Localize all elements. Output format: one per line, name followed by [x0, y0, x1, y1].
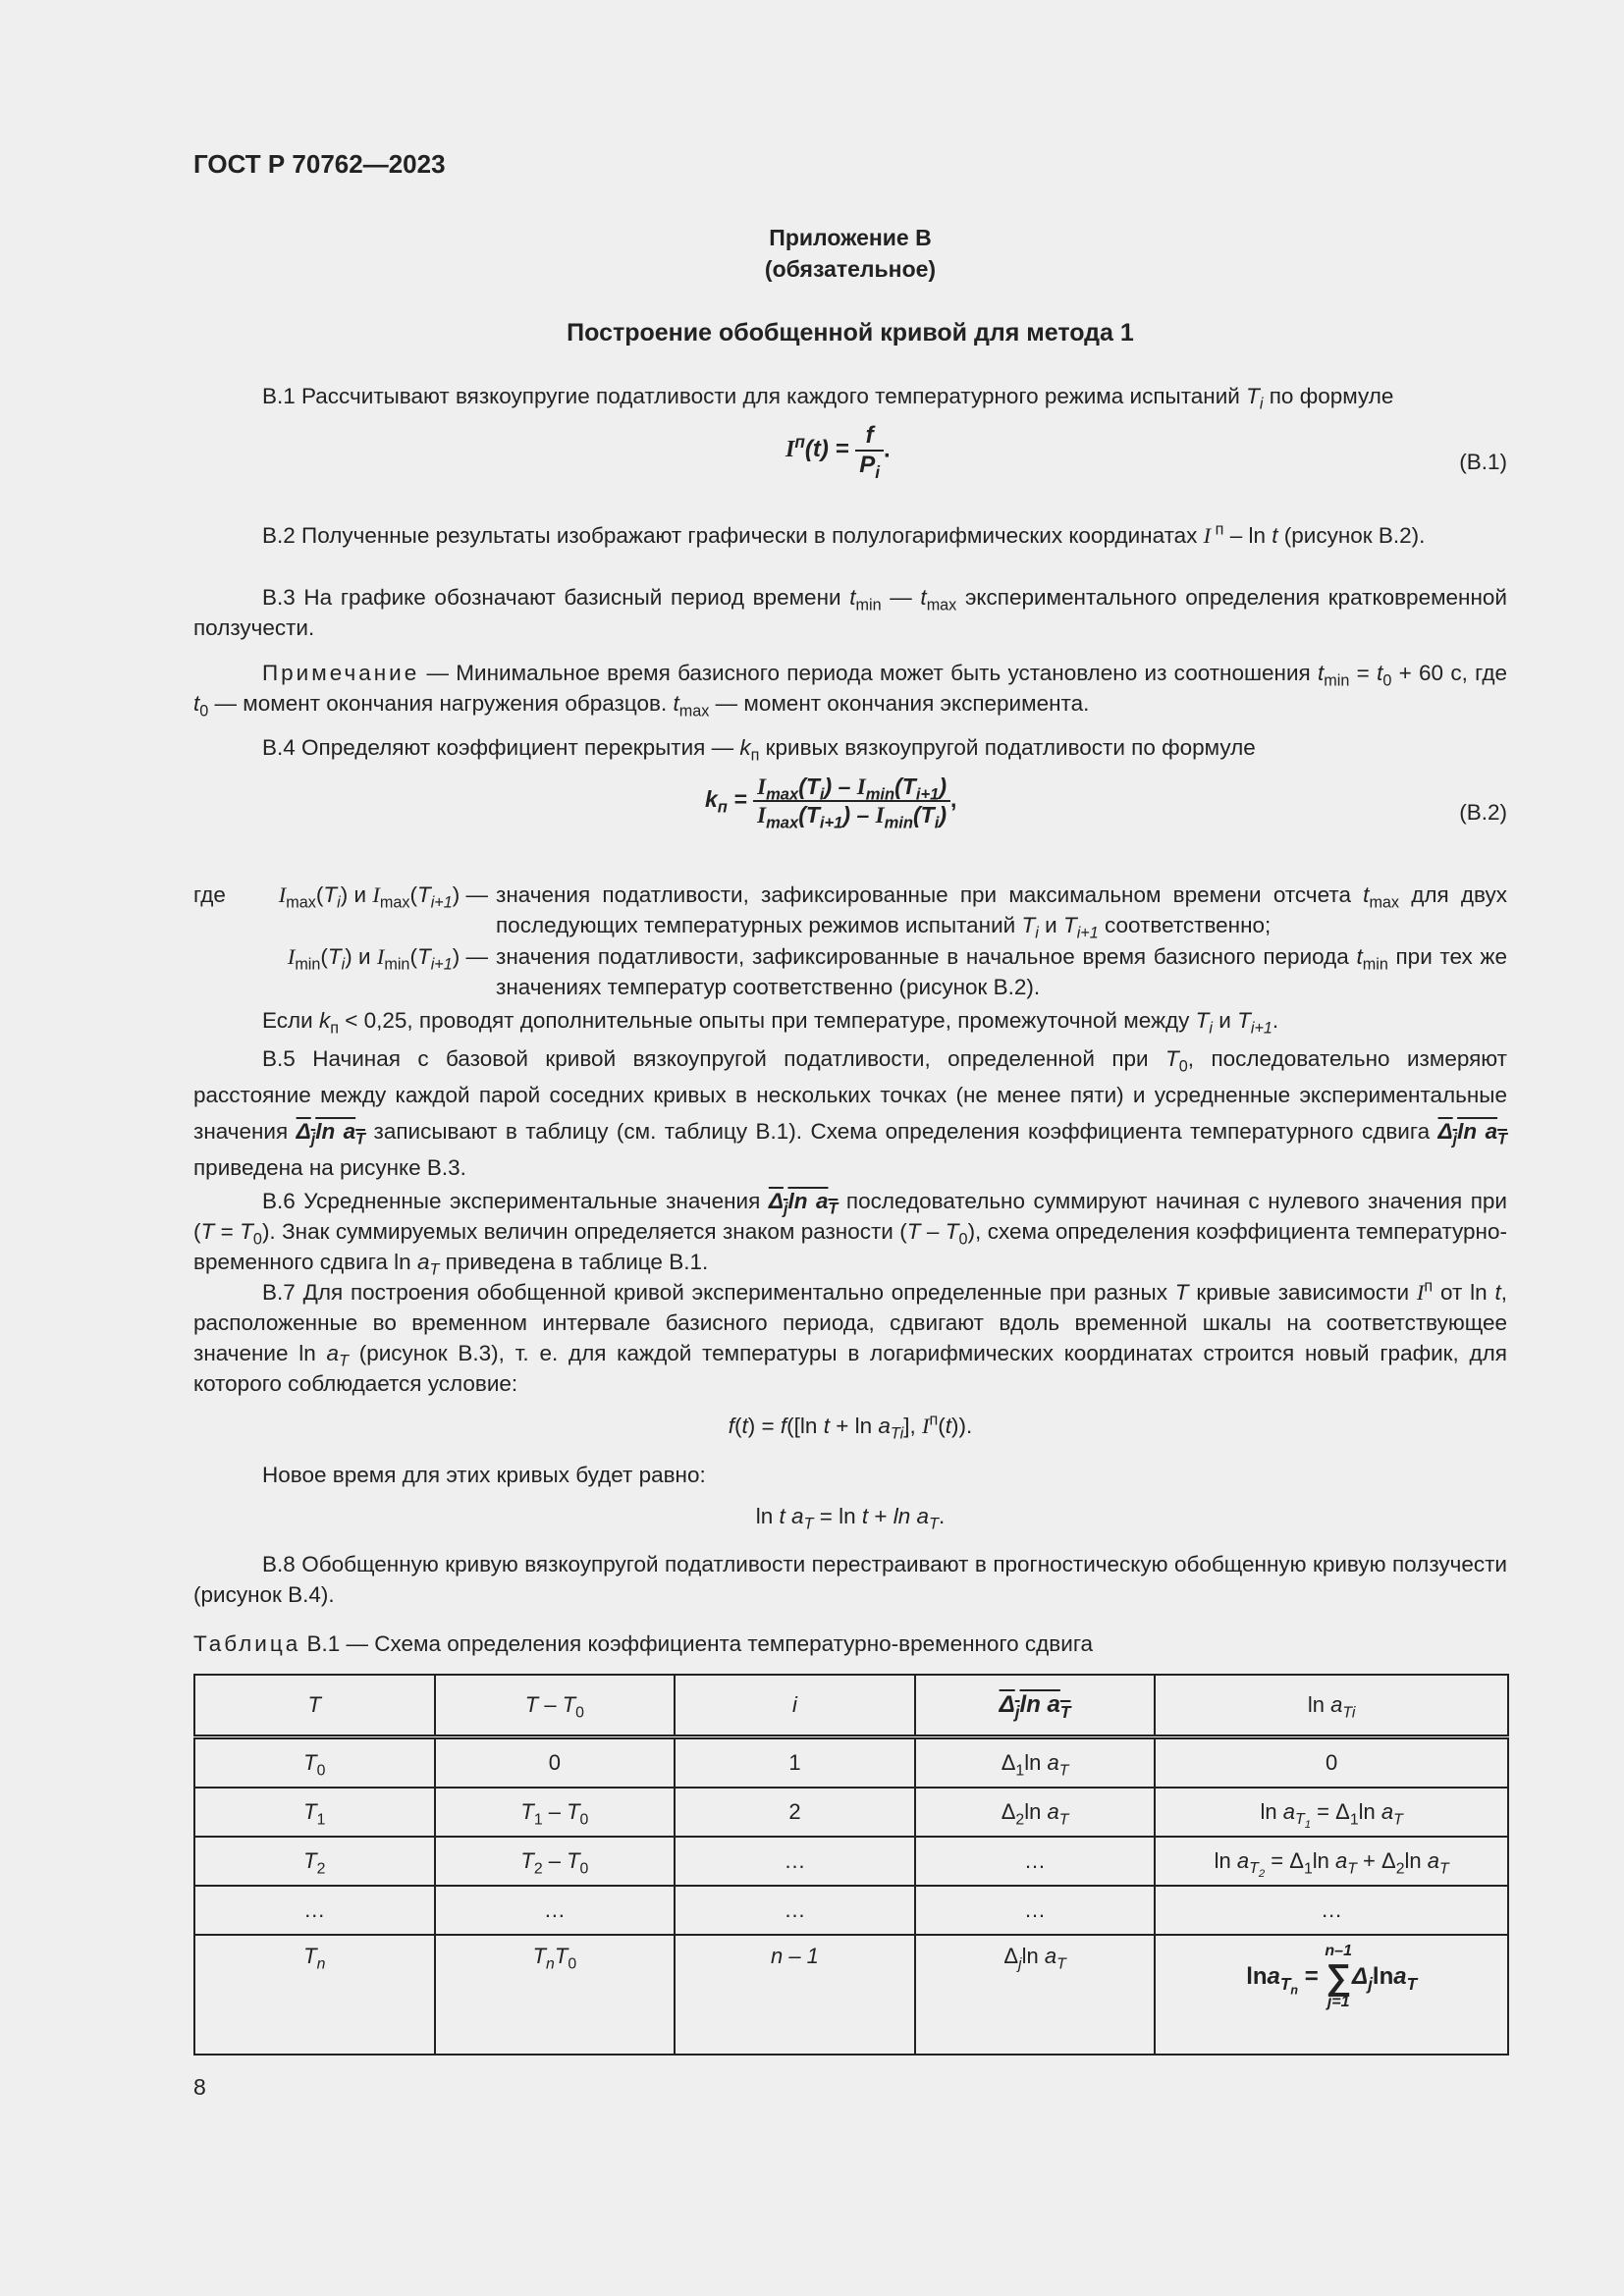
where-text-1: значения податливости, зафиксированные при максимальном времени отсчета $t_{max}$ для двух последующих температурных режимов испытаний $T_i$ и $T_{i+1}$ соответственно; [496, 882, 1507, 942]
table-row: $T_0$ 0 1 $\Delta_1\ln$ $a_T$ 0 [194, 1737, 1508, 1789]
formula-shift-condition: f(t) = f([ln $t + \ln a_{Ti}$], $I^п(t)$). [728, 1411, 973, 1443]
table-header-cell: $\Delta_j\ln$ $a_T$ [915, 1675, 1156, 1737]
table-row: … … … … … [194, 1886, 1508, 1935]
table-header-row [194, 1675, 1508, 1737]
annex-title: Приложение В [769, 225, 932, 250]
equation-number-b1: (В.1) [1459, 450, 1507, 474]
page-number: 8 [193, 2074, 206, 2100]
formula-b2: $k_п$ = $\frac{I_{max}(T_i) - I_{min}(T_{i+1})}{I_{max}(T_{i+1}) - I_{min}(T_i)}$ , [705, 774, 957, 832]
table-header-cell: i [675, 1675, 915, 1737]
section-title: Построение обобщенной кривой для метода 1 [567, 319, 1134, 347]
note: Примечание — Минимальное время базисного периода может быть установлено из соотношения $t_{min} = t_0 + 60$ с, где $t_0$ — момент окончания нагружения образцов. $t_{max}$ — момент окончания эксперимента. [193, 661, 1507, 721]
paragraph-b2: В.2 Полученные результаты изображают графически в полулогарифмических координатах I $^п$ – ln t (рисунок В.2). [262, 520, 1426, 548]
paragraph-b3: В.3 На графике обозначают базисный период времени $t_{min}$ — $t_{max}$ экспериментального определения кратковременной ползучести. [193, 585, 1507, 640]
paragraph-b8: В.8 Обобщенную кривую вязкоупругой податливости перестраивают в прогностическую обобщенную кривую ползучести (рисунок В.4). [193, 1552, 1507, 1607]
where-text-2: значения податливости, зафиксированные в начальное время базисного периода $t_{min}$ при тех же значениях температур соответственно (рисунок В.2). [496, 944, 1507, 999]
paragraph-b7: В.7 Для построения обобщенной кривой экспериментально определенные при разных T кривые зависимости $I^п$ от ln t, расположенные во временном интервале базисного периода, сдвигают вдоль временной шкалы на соответствующее значение $\ln a_T$ (рисунок В.3), т. е. для каждой температуры в логарифмических координатах строится новый график, для которого соблюдается условие: [193, 1277, 1507, 1396]
annex-status: (обязательное) [764, 256, 937, 282]
table-row: $T_1$ $T_1 - T_0$ 2 $\Delta_2\ln$ $a_T$ $\ln a_{T_1} = \Delta_1\ln$ $a_T$ [194, 1788, 1508, 1837]
paragraph-b4: В.4 Определяют коэффициент перекрытия — $k_п$ кривых вязкоупругой податливости по формуле [262, 735, 1256, 765]
table-caption: Таблица В.1 — Схема определения коэффициента температурно-временного сдвига [193, 1631, 1094, 1656]
paragraph-b6: В.6 Усредненные экспериментальные значения $\Delta_j\ln$ $a_T$ последовательно суммируют начиная с нулевого значения при $(T = T_0)$. Знак суммируемых величин определяется знаком разности $(T - T_0)$, схема определения коэффициента температурно-временного сдвига $\ln a_T$ приведена в таблице В.1. [193, 1189, 1507, 1279]
table-row: $T_2$ $T_2 - T_0$ … … $\ln a_{T_2} = \Delta_1\ln$ $a_T + \Delta_2\ln$ $a_T$ [194, 1837, 1508, 1886]
table-header-cell: T – $T_0$ [435, 1675, 676, 1737]
where-label-1: где $I_{max}(T_i)$ и $I_{max}(T_{i+1})$ — [193, 882, 488, 912]
paragraph-new-time: Новое время для этих кривых будет равно: [262, 1463, 706, 1487]
paragraph-b1: В.1 Рассчитывают вязкоупругие податливости для каждого температурного режима испытаний $T_i$ по формуле [262, 384, 1394, 413]
paragraph-b5: В.5 Начиная с базовой кривой вязкоупругой податливости, определенной при $T_0$, последовательно измеряют расстояние между каждой парой соседних кривых в нескольких точках (не менее пяти) и усредненные экспериментальные значения $\Delta_j\ln$ $a_T$ записывают в таблицу (см. таблицу В.1). Схема определения коэффициента температурного сдвига $\Delta_j\ln$ $a_T$ приведена на рисунке В.3. [193, 1046, 1507, 1180]
table-header-cell: T [194, 1675, 435, 1737]
table-row: $T_n$ $T_nT_0$ n – 1 $\Delta_j\ln$ $a_T$ ln $a_{T_n}$ = n–1 ∑ j=1 $\Delta_j$ ln $a_T$ [194, 1935, 1508, 2055]
where-label-2: $I_{min}(T_i)$ и $I_{min}(T_{i+1})$ — [287, 944, 488, 974]
shift-coefficient-table [193, 1674, 1509, 2056]
formula-new-time: ln t $a_T = \ln t + \ln a_T$. [755, 1504, 946, 1533]
standard-header: ГОСТ Р 70762—2023 [193, 149, 446, 179]
table-header-cell: $\ln a_{Ti}$ [1155, 1675, 1508, 1737]
paragraph-kp-condition: Если $k_п < 0,25$, проводят дополнительные опыты при температуре, промежуточной между $T_i$ и $T_{i+1}$. [262, 1008, 1279, 1038]
equation-number-b2: (В.2) [1459, 800, 1507, 825]
formula-b1: $I^п(t)$ = $\frac{f}{P_i}$ . [785, 422, 891, 482]
sum-formula-cell: ln $a_{T_n}$ = n–1 ∑ j=1 $\Delta_j$ ln $a_T$ [1155, 1935, 1508, 2055]
